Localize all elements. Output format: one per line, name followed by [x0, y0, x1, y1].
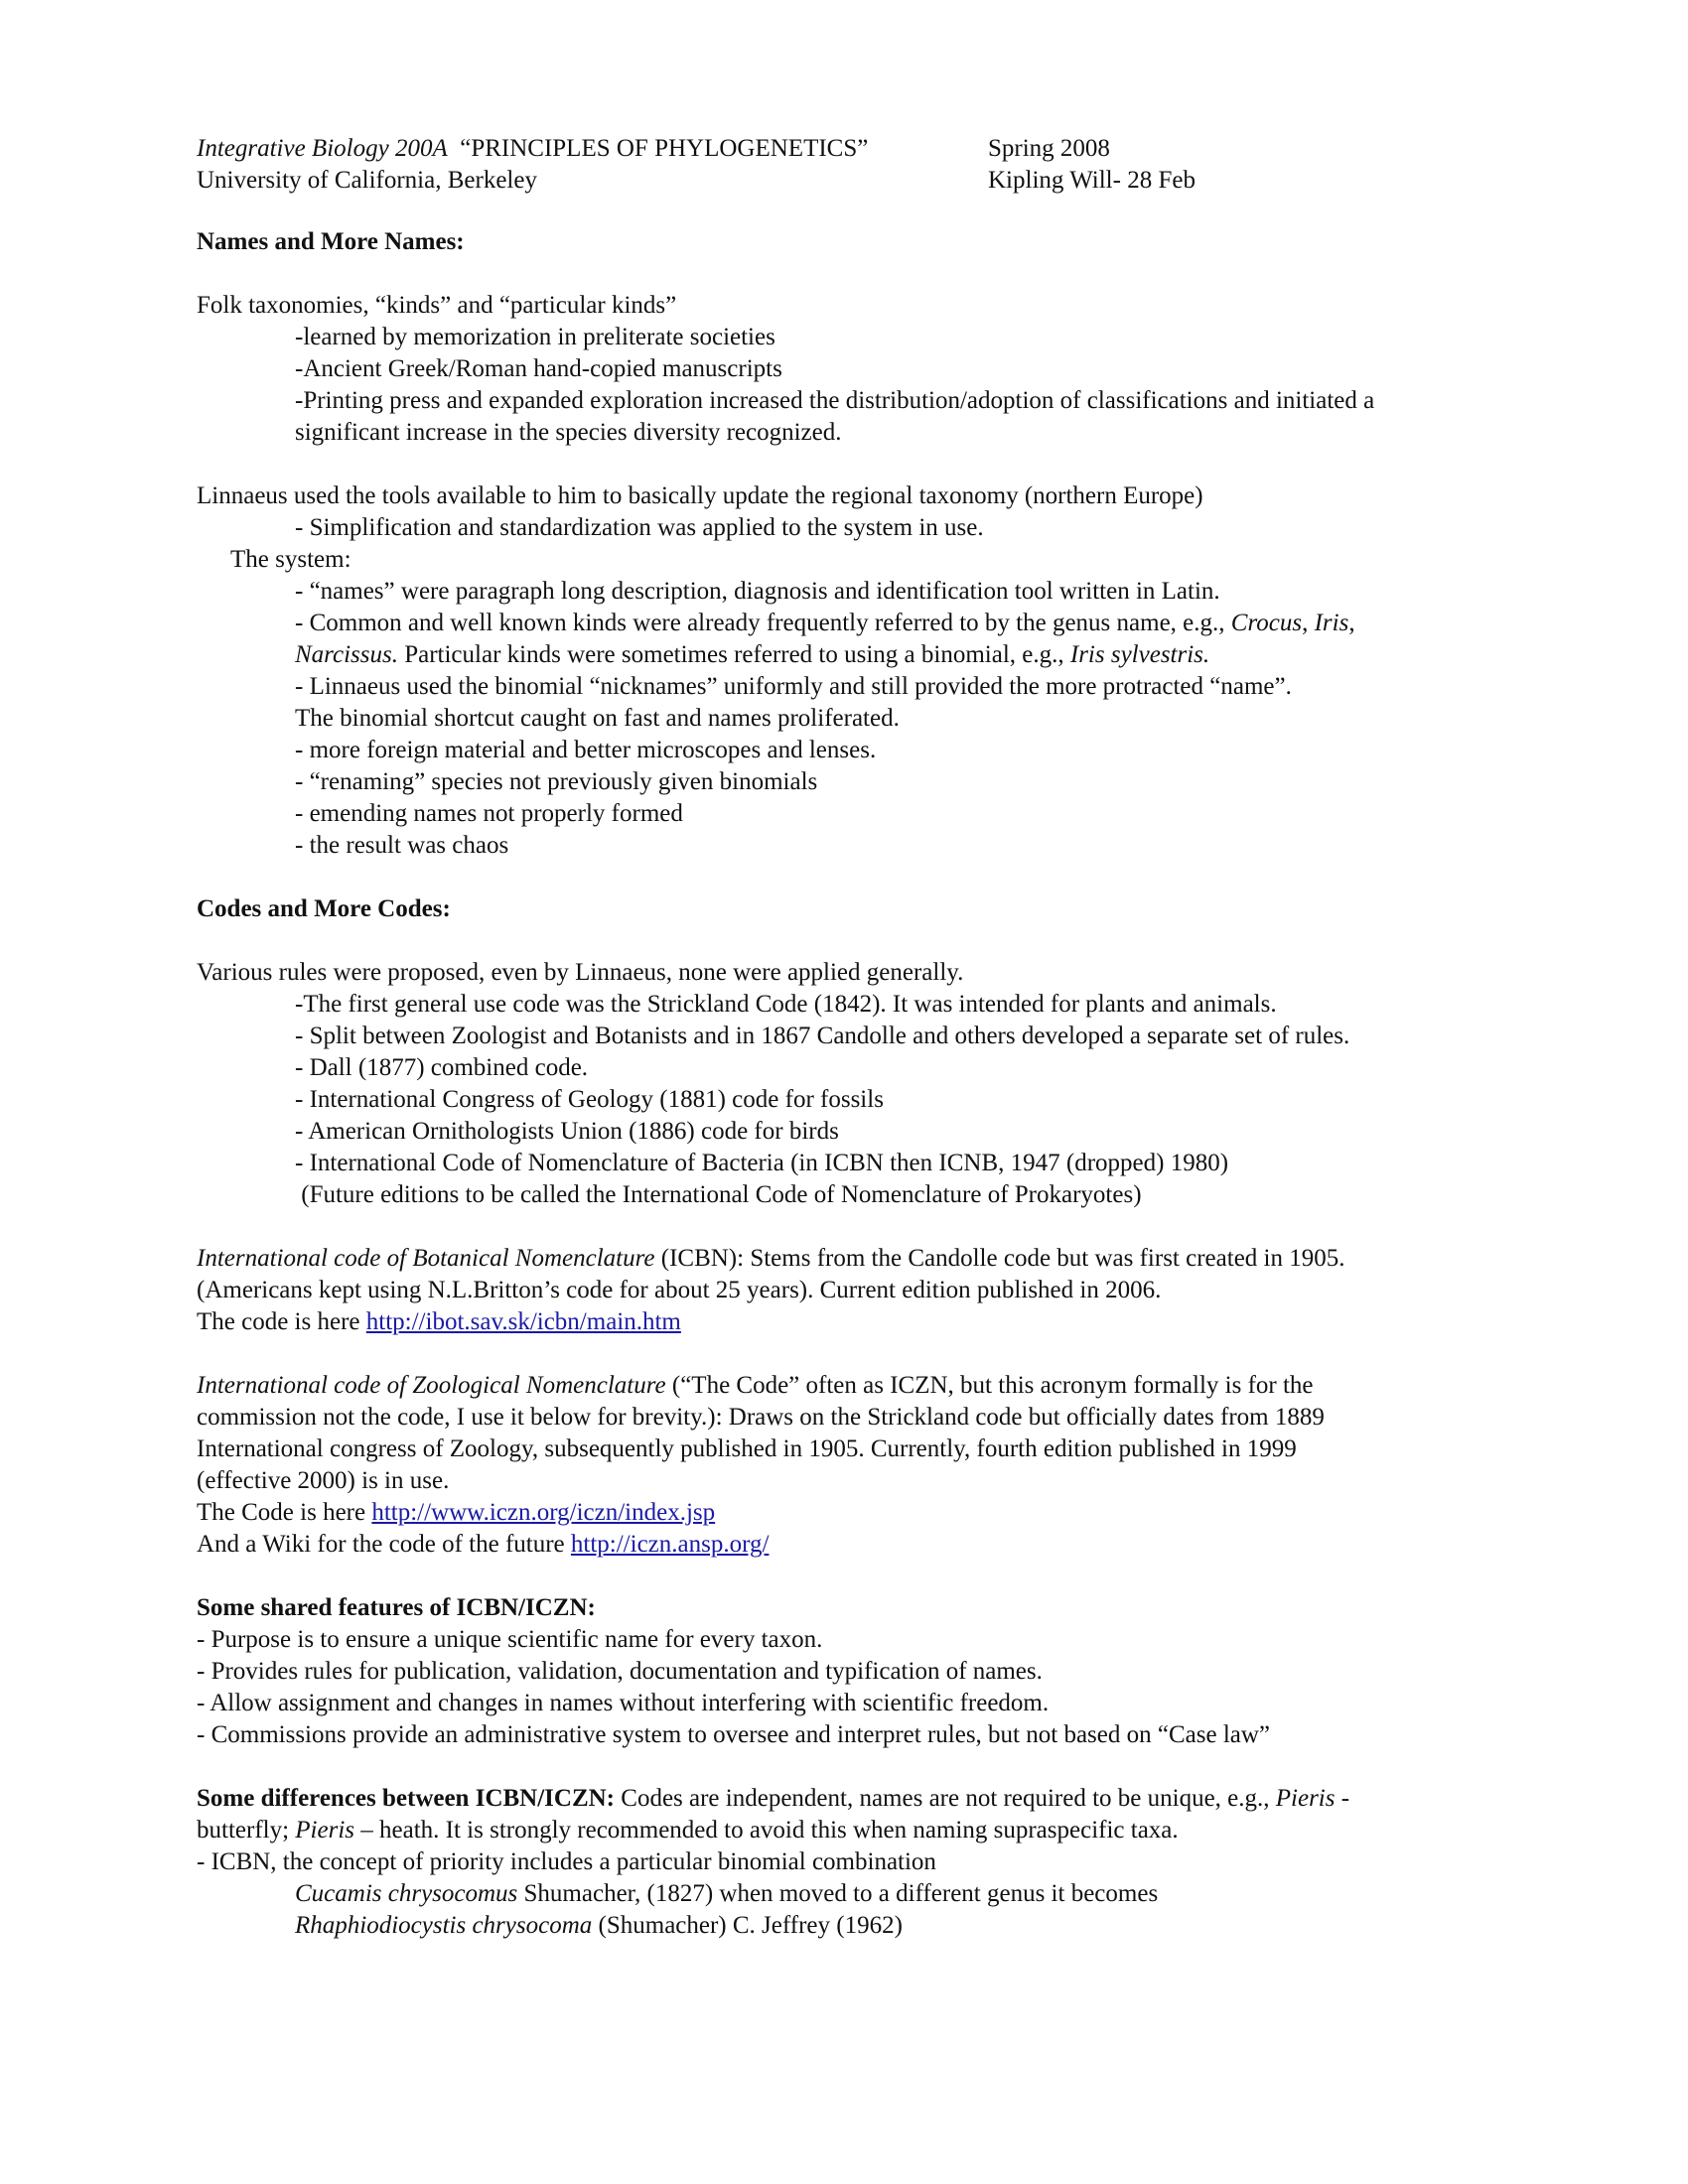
folk-item: significant increase in the species diversity recognized.: [295, 419, 842, 446]
shared-heading: Some shared features of ICBN/ICZN:: [197, 1594, 596, 1621]
course-line: [197, 133, 868, 165]
foreign-material: - more foreign material and better microscopes and lenses.: [295, 737, 877, 763]
differences-heading: Some differences between ICBN/ICZN:: [197, 1785, 616, 1812]
differences-line-1: Some differences between ICBN/ICZN: Codes are independent, names are not required to be unique, e.g., Pieris -: [197, 1785, 1350, 1812]
genus-pieris: Pieris: [1275, 1785, 1336, 1812]
codes-item: - International Congress of Geology (1881) code for fossils: [295, 1086, 884, 1113]
icbn-priority: - ICBN, the concept of priority includes a particular binomial combination: [197, 1848, 936, 1875]
codes-item: (Future editions to be called the International Code of Nomenclature of Prokaryotes): [295, 1181, 1142, 1208]
rhaphio-line: Rhaphiodiocystis chrysocoma (Shumacher) C. Jeffrey (1962): [295, 1912, 903, 1939]
course-name: Integrative Biology 200A: [197, 135, 448, 162]
document-page: [197, 133, 1507, 1942]
iczn-line-3: International congress of Zoology, subsequently published in 1905. Currently, fourth edition published in 1999: [197, 1435, 1297, 1462]
shared-item: - Purpose is to ensure a unique scientific name for every taxon.: [197, 1626, 823, 1653]
cucamis-line: Cucamis chrysocomus Shumacher, (1827) when moved to a different genus it becomes: [295, 1880, 1159, 1907]
shared-item: - Allow assignment and changes in names without interfering with scientific freedom.: [197, 1690, 1050, 1716]
folk-intro: Folk taxonomies, “kinds” and “particular kinds”: [197, 292, 677, 319]
iczn-link[interactable]: http://www.iczn.org/iczn/index.jsp: [371, 1499, 716, 1526]
common-kinds-line: - Common and well known kinds were already frequently referred to by the genus name, e.g., Crocus, Iris,: [295, 610, 1355, 636]
codes-intro: Various rules were proposed, even by Linnaeus, none were applied generally.: [197, 959, 964, 986]
codes-item: - Split between Zoologist and Botanists and in 1867 Candolle and others developed a separate set of rules.: [295, 1023, 1350, 1049]
iczn-wiki-link[interactable]: http://iczn.ansp.org/: [570, 1531, 770, 1558]
emending: - emending names not properly formed: [295, 800, 683, 827]
shared-item: - Commissions provide an administrative system to oversee and interpret rules, but not based on “Case law”: [197, 1721, 1271, 1748]
folk-item: -Printing press and expanded exploration increased the distribution/adoption of classifications and initiated a: [295, 387, 1375, 414]
icbn-link-line: The code is here http://ibot.sav.sk/icbn/main.htm: [197, 1308, 681, 1335]
linnaeus-binomial: - Linnaeus used the binomial “nicknames” uniformly and still provided the more protracted “name”.: [295, 673, 1292, 700]
iczn-title: International code of Zoological Nomenclature: [197, 1372, 666, 1399]
names-heading: Names and More Names:: [197, 228, 465, 255]
iczn-line-4: (effective 2000) is in use.: [197, 1467, 450, 1494]
iczn-line-2: commission not the code, I use it below for brevity.): Draws on the Strickland code but officially dates from 1889: [197, 1404, 1325, 1431]
icbn-line-1: International code of Botanical Nomenclature (ICBN): Stems from the Candolle code but was first created in 1905.: [197, 1245, 1345, 1272]
system-label: The system:: [230, 546, 352, 573]
chaos: - the result was chaos: [295, 832, 509, 859]
differences-line-2: butterfly; Pieris – heath. It is strongly recommended to avoid this when naming supraspecific taxa.: [197, 1817, 1179, 1843]
genus-narcissus: Narcissus.: [295, 641, 398, 668]
icbn-link[interactable]: http://ibot.sav.sk/icbn/main.htm: [365, 1308, 681, 1335]
folk-item: -Ancient Greek/Roman hand-copied manuscripts: [295, 355, 782, 382]
iczn-wiki-line: And a Wiki for the code of the future http://iczn.ansp.org/: [197, 1531, 770, 1558]
codes-heading: Codes and More Codes:: [197, 895, 451, 922]
document-header: [197, 133, 1507, 197]
binomial-shortcut: The binomial shortcut caught on fast and names proliferated.: [295, 705, 900, 732]
linnaeus-simplification: - Simplification and standardization was applied to the system in use.: [295, 514, 984, 541]
lecturer-date: Kipling Will- 28 Feb: [988, 167, 1196, 194]
iczn-line-1: International code of Zoological Nomenclature (“The Code” often as ICZN, but this acronym formally is for the: [197, 1372, 1314, 1399]
genus-pieris: Pieris: [295, 1817, 354, 1843]
iczn-link-line: The Code is here http://www.iczn.org/iczn/index.jsp: [197, 1499, 716, 1526]
university: University of California, Berkeley: [197, 167, 537, 194]
linnaeus-intro: Linnaeus used the tools available to him to basically update the regional taxonomy (northern Europe): [197, 482, 1203, 509]
term: Spring 2008: [988, 135, 1110, 162]
species-iris-sylvestris: Iris sylvestris.: [1069, 641, 1210, 668]
renaming: - “renaming” species not previously given binomials: [295, 768, 818, 795]
icbn-line-2: (Americans kept using N.L.Britton’s code for about 25 years). Current edition published in 2006.: [197, 1277, 1162, 1303]
system-names: - “names” were paragraph long description, diagnosis and identification tool written in Latin.: [295, 578, 1220, 605]
species-cucamis: Cucamis chrysocomus: [295, 1880, 518, 1907]
genus-iris: Iris: [1314, 610, 1349, 636]
genus-crocus: Crocus: [1230, 610, 1303, 636]
codes-item: - American Ornithologists Union (1886) code for birds: [295, 1118, 839, 1145]
codes-item: -The first general use code was the Strickland Code (1842). It was intended for plants and animals.: [295, 991, 1277, 1018]
codes-item: - International Code of Nomenclature of Bacteria (in ICBN then ICNB, 1947 (dropped) 1980): [295, 1150, 1229, 1176]
particular-kinds-line: Narcissus. Particular kinds were sometimes referred to using a binomial, e.g., Iris sylvestris.: [295, 641, 1210, 668]
species-rhaphiodiocystis: Rhaphiodiocystis chrysocoma: [295, 1912, 593, 1939]
folk-item: -learned by memorization in preliterate societies: [295, 324, 775, 350]
icbn-title: International code of Botanical Nomenclature: [197, 1245, 655, 1272]
course-title: “PRINCIPLES OF PHYLOGENETICS”: [460, 135, 869, 162]
shared-item: - Provides rules for publication, validation, documentation and typification of names.: [197, 1658, 1043, 1685]
codes-item: - Dall (1877) combined code.: [295, 1054, 589, 1081]
